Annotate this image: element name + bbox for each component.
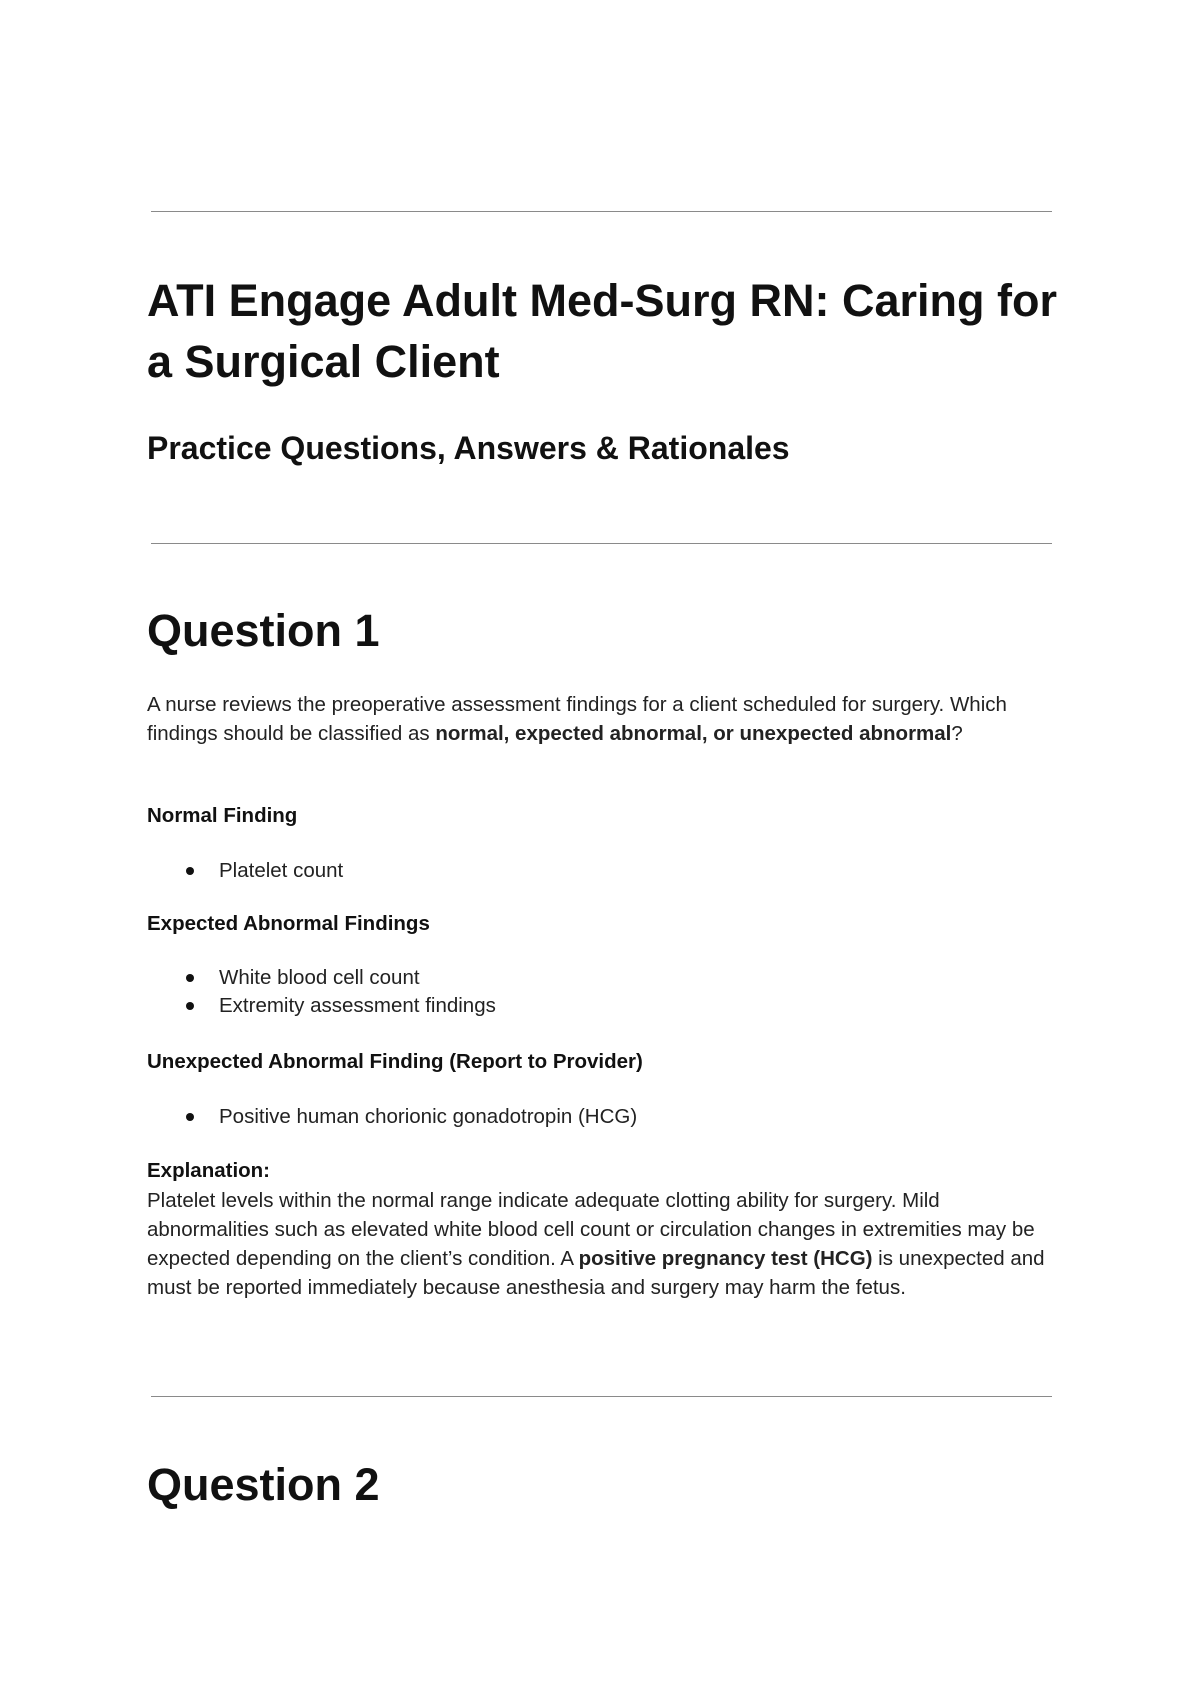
- top-divider: [151, 211, 1052, 212]
- explanation-text: [147, 1186, 1057, 1302]
- explanation-text-end: is unexpected and must be reported immediately because anesthesia and surgery may harm the fetus.: [147, 1247, 1045, 1299]
- prompt-emphasis: normal, expected abnormal, or unexpected abnormal: [435, 722, 952, 745]
- list-item: Platelet count: [147, 857, 343, 885]
- normal-finding-list: [147, 857, 343, 885]
- normal-finding-label: Normal Finding: [147, 804, 298, 827]
- explanation-text-start: Platelet levels within the normal range indicate adequate clotting ability for surgery. Mild abnormalities such as elevated white blood cell count or circulation changes in extremities may be expected depending on the client’s condition. A: [147, 1189, 1035, 1270]
- expected-abnormal-label: Expected Abnormal Findings: [147, 912, 430, 935]
- question-2-heading: Question 2: [147, 1459, 380, 1510]
- unexpected-abnormal-label: Unexpected Abnormal Finding (Report to Provider): [147, 1050, 643, 1073]
- question-1-heading: Question 1: [147, 605, 380, 656]
- list-item: White blood cell count: [147, 964, 496, 992]
- question-1-prompt: [147, 690, 1057, 748]
- document-title: ATI Engage Adult Med-Surg RN: Caring for a Surgical Client: [147, 275, 1057, 387]
- list-item: Positive human chorionic gonadotropin (HCG): [147, 1103, 637, 1131]
- section-divider: [151, 1396, 1052, 1397]
- section-divider: [151, 543, 1052, 544]
- explanation-block: [147, 1157, 1057, 1302]
- expected-abnormal-list: [147, 964, 496, 1020]
- explanation-emphasis: positive pregnancy test (HCG): [578, 1247, 873, 1270]
- document-subtitle: Practice Questions, Answers & Rationales: [147, 430, 790, 466]
- explanation-label: Explanation:: [147, 1159, 271, 1182]
- list-item: Extremity assessment findings: [147, 992, 496, 1020]
- prompt-text-end: ?: [951, 722, 963, 745]
- prompt-text-start: A nurse reviews the preoperative assessment findings for a client scheduled for surgery. Which findings should be classified as: [147, 693, 1007, 745]
- unexpected-abnormal-list: [147, 1103, 637, 1131]
